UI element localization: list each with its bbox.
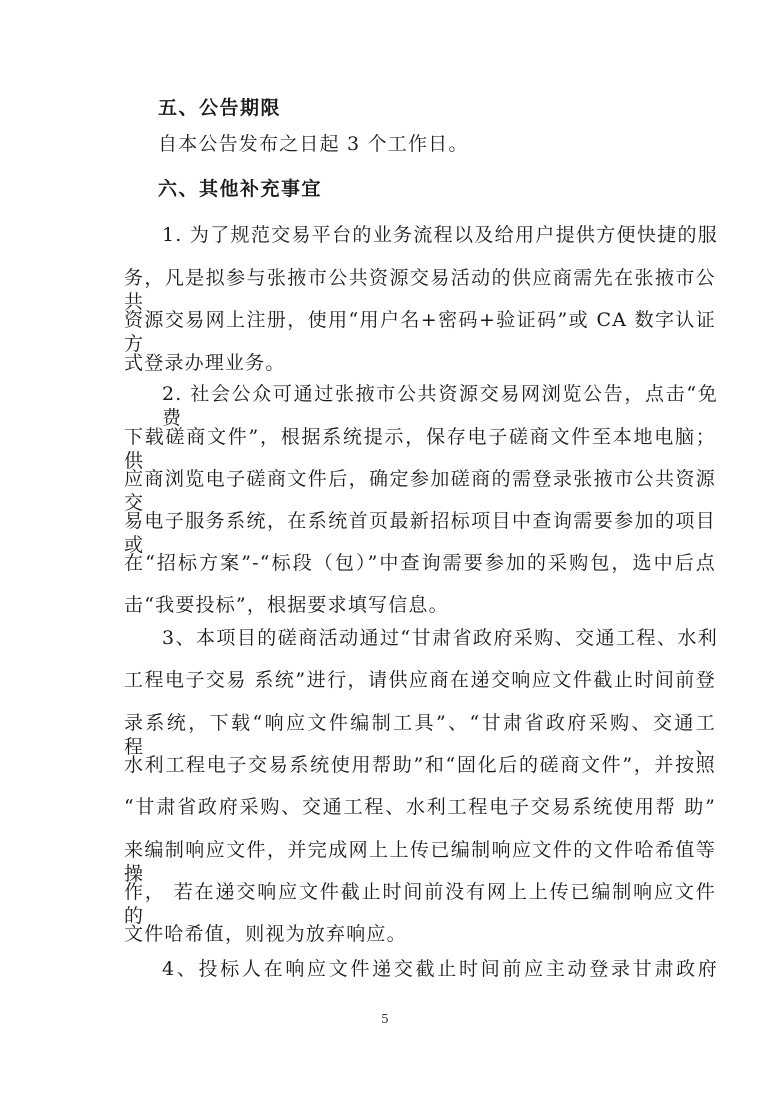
item-3-line: 录系统，下载“响应文件编制工具”、“甘肃省政府采购、交通工程、 [124, 712, 716, 758]
item-3-line: 3、本项目的磋商活动通过“甘肃省政府采购、交通工程、水利 [162, 627, 718, 649]
section-5-heading: 五、公告期限 [158, 97, 282, 119]
item-3-line: 工程电子交易 系统”进行，请供应商在递交响应文件截止时间前登 [124, 669, 716, 691]
item-2-line: 应商浏览电子磋商文件后，确定参加磋商的需登录张掖市公共资源交 [124, 468, 716, 514]
item-3-line: 文件哈希值，则视为放弃响应。 [124, 923, 407, 945]
page-number: 5 [381, 1012, 389, 1026]
item-3-line: 水利工程电子交易系统使用帮助”和“固化后的磋商文件”，并按照 [124, 754, 716, 776]
item-1-line: 式登录办理业务。 [124, 352, 286, 374]
section-6-heading: 六、其他补充事宜 [158, 178, 323, 200]
item-2-line: 易电子服务系统，在系统首页最新招标项目中查询需要参加的项目或 [124, 510, 716, 556]
item-1-line: 资源交易网上注册，使用“用户名+密码+验证码”或 CA 数字认证方 [124, 309, 716, 355]
section-5-body: 自本公告发布之日起 3 个工作日。 [158, 133, 469, 155]
item-1-line: 1. 为了规范交易平台的业务流程以及给用户提供方便快捷的服 [162, 224, 718, 246]
item-2-line: 击“我要投标”，根据要求填写信息。 [124, 594, 449, 616]
item-3-line: “甘肃省政府采购、交通工程、水利工程电子交易系统使用帮 助” [124, 796, 716, 818]
item-3-line: 来编制响应文件，并完成网上上传已编制响应文件的文件哈希值等操 [124, 839, 716, 885]
item-2-line: 2. 社会公众可通过张掖市公共资源交易网浏览公告，点击“免费 [162, 383, 718, 429]
item-3-line: 作， 若在递交响应文件截止时间前没有网上上传已编制响应文件的 [124, 881, 716, 927]
item-4-line: 4、投标人在响应文件递交截止时间前应主动登录甘肃政府 [162, 958, 718, 980]
item-1-line: 务，凡是拟参与张掖市公共资源交易活动的供应商需先在张掖市公共 [124, 267, 716, 313]
item-2-line: 下载磋商文件”，根据系统提示，保存电子磋商文件至本地电脑；供 [124, 426, 716, 472]
item-2-line: 在“招标方案”-“标段（包）”中查询需要参加的采购包，选中后点 [124, 552, 716, 574]
